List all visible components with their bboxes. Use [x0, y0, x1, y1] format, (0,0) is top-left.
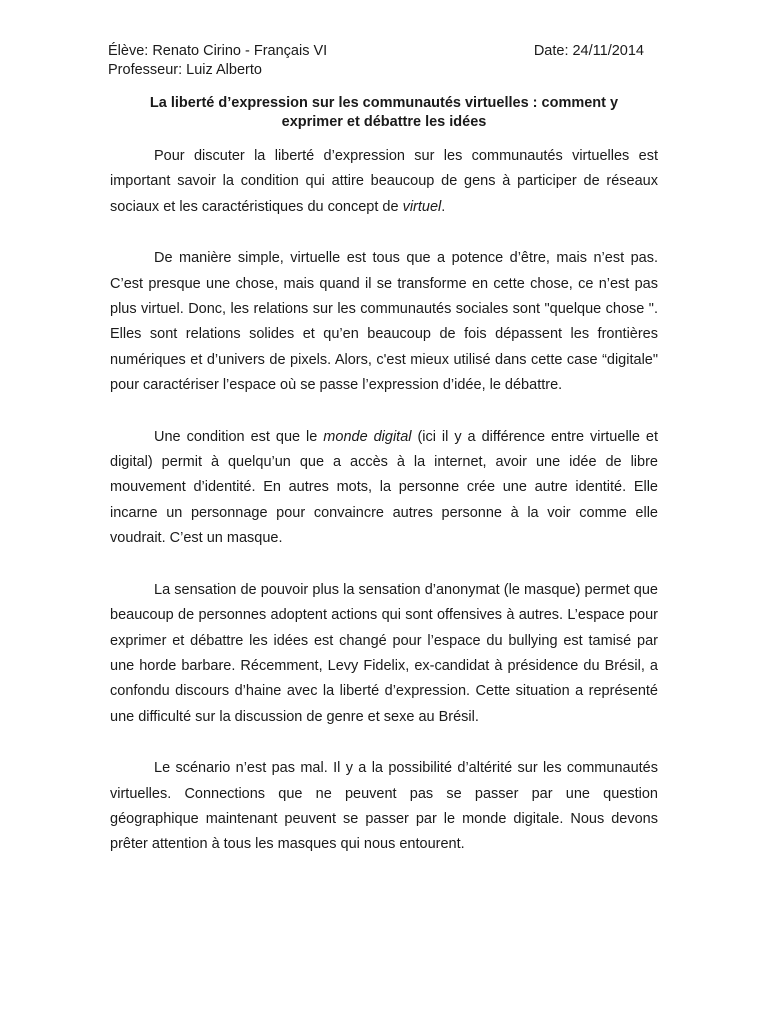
document-title [110, 94, 658, 132]
teacher-line: Professeur: Luiz Alberto [108, 62, 262, 78]
paragraph-4: La sensation de pouvoir plus la sensation d’anonymat (le masque) permet que beaucoup de personnes adoptent actions qui sont offensives à autres. L’espace pour exprimer et débattre les idées est changé pour l’espace du bullying est tamisé par une horde barbare. Récemment, Levy Fidelix, ex-candidat à présidence du Brésil, a confondu discours d’haine avec la liberté d’expression. Cette situation a représenté une difficulté sur la discussion de genre et sexe au Brésil. [110, 581, 658, 725]
title-line-2: exprimer et débattre les idées [281, 114, 487, 130]
document-body [110, 144, 658, 858]
student-line: Élève: Renato Cirino - Français VI [108, 43, 328, 59]
document-header [108, 42, 648, 80]
title-line-1: La liberté d’expression sur les communautés virtuelles : comment y [149, 95, 619, 111]
header-row [108, 42, 648, 61]
paragraph-3-start: Une condition est que le [154, 428, 324, 445]
paragraph-2: De manière simple, virtuelle est tous que a potence d’être, mais n’est pas. C’est presque une chose, mais quand il se transforme en cette chose, ce n’est pas plus virtuel. Donc, les relations sur les communautés sociales sont "quelque chose ". Elles sont relations solides et qu’en beaucoup de fois dépassent les frontières numériques et d’univers de pixels. Alors, c'est mieux utilisé dans cette case “digitale" pour caractériser l’espace où se passe l’expression d’idée, le débattre. [110, 250, 658, 394]
date-line: Date: 24/11/2014 [533, 43, 644, 59]
paragraph-1-text: Pour discuter la liberté d’expression sur les communautés virtuelles est important savoir la condition qui attire beaucoup de gens à participer de réseaux sociaux et les caractéristiques du concept de [110, 148, 658, 215]
paragraph-3 [110, 425, 658, 552]
paragraph-1-end: . [441, 198, 446, 215]
paragraph-1 [110, 144, 658, 220]
paragraph-3-emphasis: monde digital [323, 428, 412, 445]
paragraph-5: Le scénario n’est pas mal. Il y a la possibilité d’altérité sur les communautés virtuelles. Connections que ne peuvent pas se passer par une question géographique maintenant peuvent se passer par le monde digitale. Nous devons prêter attention à tous les masques qui nous entourent. [110, 760, 658, 853]
paragraph-1-emphasis: virtuel [402, 198, 442, 215]
paragraph-3-rest: (ici il y a différence entre virtuelle et digital) permit à quelqu’un que a accès à la internet, avoir une idée de libre mouvement d’identité. En autres mots, la personne crée une autre identité. Elle incarne un personnage pour convaincre autres personne à la voir comme elle voudrait. C’est un masque. [110, 428, 659, 547]
